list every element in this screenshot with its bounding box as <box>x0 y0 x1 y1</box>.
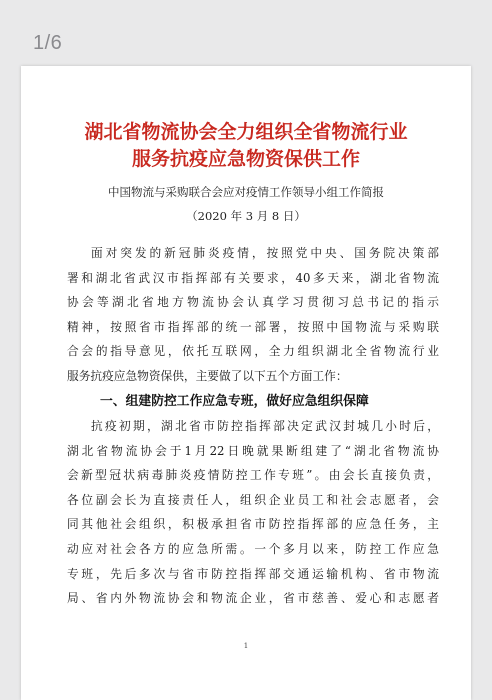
document-page[interactable] <box>21 66 471 700</box>
paragraph-line: 抗疫初期，湖北省市防控指挥部决定武汉封城几小时后， <box>91 419 439 433</box>
paragraph-line: 各位副会长为直接责任人，组织企业员工和社会志愿者，会 <box>67 492 439 507</box>
paragraph-line: 面对突发的新冠肺炎疫情，按照党中央、国务院决策部 <box>91 246 439 260</box>
document-source: 中国物流与采购联合会应对疫情工作领导小组工作简报 <box>108 185 384 199</box>
paragraph-line: 服务抗疫应急物资保供，主要做了以下五个方面工作： <box>67 368 348 383</box>
page-indicator: 1/6 <box>33 32 63 54</box>
paragraph-line: 精神，按照省市指挥部的统一部署，按照中国物流与采购联 <box>67 319 439 334</box>
page-number: 1 <box>243 642 249 650</box>
paragraph-line: 署和湖北省武汉市指挥部有关要求，40多天来，湖北省物流 <box>67 270 439 285</box>
paragraph-line: 动应对社会各方的应急所需。一个多月以来，防控工作应急 <box>67 541 439 556</box>
document-title-line-1: 湖北省物流协会全力组织全省物流行业 <box>84 121 408 143</box>
paragraph-intro <box>67 241 439 389</box>
document-title-line-2: 服务抗疫应急物资保供工作 <box>131 148 360 170</box>
paragraph-line: 湖北省物流协会于1月22日晚就果断组建了“湖北省物流协 <box>67 443 439 458</box>
paragraph-line: 专班，先后多次与省市防控指挥部交通运输机构、省市物流 <box>67 566 439 581</box>
paragraph-line: 协会等湖北省地方物流协会认真学习贯彻习总书记的指示 <box>67 295 439 310</box>
document-date: （2020 年 3 月 8 日） <box>186 209 306 223</box>
paragraph-line: 同其他社会组织，积极承担省市防控指挥部的应急任务，主 <box>67 517 439 532</box>
paragraph-line: 局、省内外物流协会和物流企业，省市慈善、爱心和志愿者 <box>67 591 439 606</box>
paragraph-line: 会新型冠状病毒肺炎疫情防控工作专班”。由会长直接负责， <box>67 468 439 483</box>
paragraph-section-1 <box>67 414 439 611</box>
section-heading: 一、组建防控工作应急专班，做好应急组织保障 <box>100 394 369 409</box>
paragraph-line: 合会的指导意见，依托互联网，全力组织湖北全省物流行业 <box>67 344 439 359</box>
